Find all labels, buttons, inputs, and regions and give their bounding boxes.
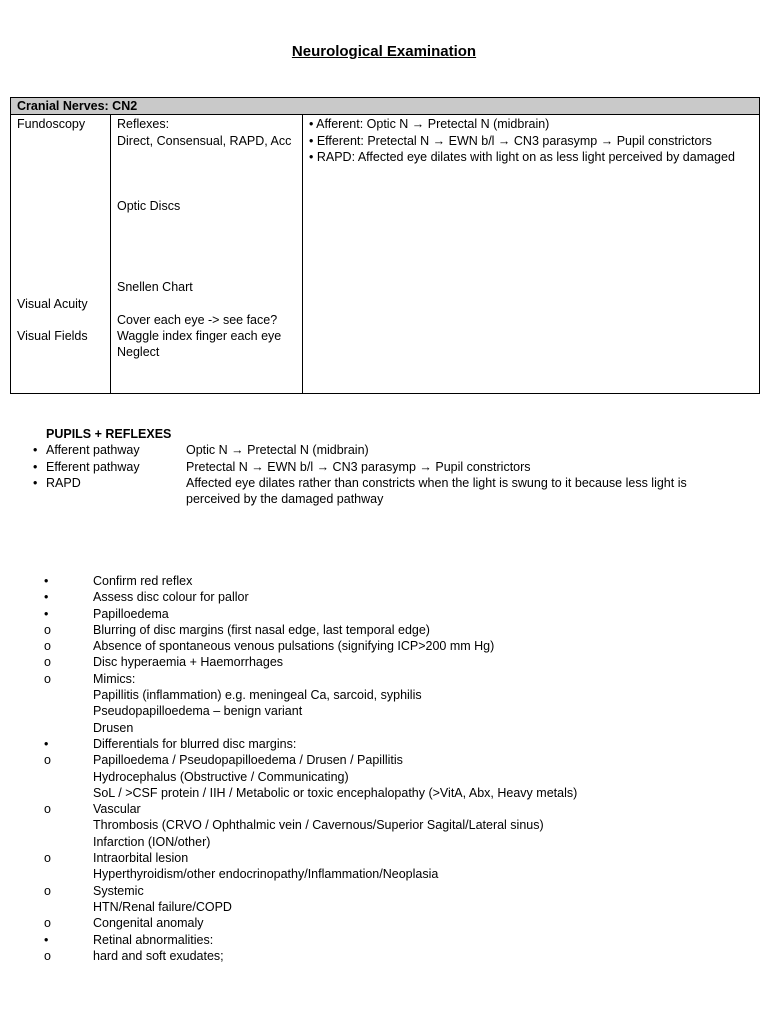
item-key: Efferent pathway xyxy=(46,459,140,474)
exam-line xyxy=(17,247,104,263)
item-text: Drusen xyxy=(93,720,134,735)
bullet-marker xyxy=(44,703,93,719)
item-key: RAPD xyxy=(46,475,81,490)
exam-line xyxy=(17,198,104,214)
list-item xyxy=(44,817,744,833)
bullet-marker xyxy=(44,899,93,915)
technique-line: Direct, Consensual, RAPD, Acc xyxy=(117,133,292,148)
exam-line xyxy=(17,165,104,181)
technique-line: Optic Discs xyxy=(117,198,181,213)
exam-line xyxy=(17,230,104,246)
item-text: Confirm red reflex xyxy=(93,574,193,588)
bullet-marker: o xyxy=(44,753,51,768)
list-item xyxy=(44,850,744,866)
item-text: HTN/Renal failure/COPD xyxy=(93,899,232,914)
bullet-marker: o xyxy=(44,851,51,866)
item-text: Retinal abnormalities: xyxy=(93,932,214,947)
bullet-marker xyxy=(44,720,93,736)
technique-line xyxy=(117,296,296,312)
list-item xyxy=(44,752,744,768)
technique-line: Neglect xyxy=(117,345,160,360)
item-text: Congenital anomaly xyxy=(93,916,204,931)
list-item xyxy=(44,622,744,638)
note-line: • RAPD: Affected eye dilates with light on as less light perceived by damaged xyxy=(309,149,735,164)
list-item xyxy=(44,671,744,687)
list-item xyxy=(44,883,744,899)
bullet-marker: • xyxy=(44,574,49,588)
list-item xyxy=(44,736,744,752)
item-key: Afferent pathway xyxy=(46,443,140,458)
list-item xyxy=(33,459,733,475)
item-text: Intraorbital lesion xyxy=(93,851,189,866)
list-item xyxy=(44,573,744,589)
list-item xyxy=(44,606,744,622)
item-text: Vascular xyxy=(93,802,141,817)
technique-line xyxy=(117,247,296,263)
technique-line: Cover each eye -> see face? xyxy=(117,312,278,327)
item-value: Optic N → Pretectal N (midbrain) xyxy=(186,443,369,458)
list-item xyxy=(44,687,744,703)
bullet-icon: • xyxy=(33,443,38,458)
note-line: • Efferent: Pretectal N → EWN b/l → CN3 parasymp → Pupil constrictors xyxy=(309,133,712,148)
list-item xyxy=(44,866,744,882)
technique-line xyxy=(117,149,296,165)
exam-line xyxy=(17,214,104,230)
bullet-marker xyxy=(44,769,93,785)
item-text: Systemic xyxy=(93,883,144,898)
technique-line: Waggle index finger each eye xyxy=(117,329,282,344)
item-text: Papilloedema xyxy=(93,606,169,621)
list-item xyxy=(33,442,733,458)
list-item xyxy=(44,638,744,654)
item-text: Hydrocephalus (Obstructive / Communicating) xyxy=(93,769,349,784)
bullet-marker: • xyxy=(44,932,49,947)
item-value: Pretectal N → EWN b/l → CN3 parasymp → Pupil constrictors xyxy=(186,459,531,474)
exam-column xyxy=(11,115,111,394)
item-text: Papillitis (inflammation) e.g. meningeal Ca, sarcoid, syphilis xyxy=(93,688,422,703)
item-text: Blurring of disc margins (first nasal edge, last temporal edge) xyxy=(93,622,430,637)
item-text: Papilloedema / Pseudopapilloedema / Drusen / Papillitis xyxy=(93,753,403,768)
bullet-marker: o xyxy=(44,655,51,670)
technique-line xyxy=(117,230,296,246)
table-header: Cranial Nerves: CN2 xyxy=(11,98,760,115)
exam-line: Fundoscopy xyxy=(17,117,86,132)
item-text: Thrombosis (CRVO / Ophthalmic vein / Cavernous/Superior Sagital/Lateral sinus) xyxy=(93,818,544,833)
exam-line xyxy=(17,133,104,149)
bullet-marker xyxy=(44,785,93,801)
technique-line: Reflexes: xyxy=(117,117,170,132)
technique-line xyxy=(117,181,296,197)
bullet-marker: • xyxy=(44,736,49,751)
bullet-marker: o xyxy=(44,671,51,686)
page-title: Neurological Examination xyxy=(291,43,477,60)
notes-column xyxy=(303,115,760,394)
bullet-marker: o xyxy=(44,916,51,931)
section-heading: PUPILS + REFLEXES xyxy=(46,427,172,441)
item-text: Differentials for blurred disc margins: xyxy=(93,736,297,751)
exam-line: Visual Fields xyxy=(17,329,88,344)
list-item xyxy=(44,654,744,670)
exam-line xyxy=(17,149,104,165)
item-value: Affected eye dilates rather than constricts when the light is swung to it because less light is perceived by the damaged pathway xyxy=(186,475,687,507)
technique-line xyxy=(117,165,296,181)
technique-line xyxy=(117,214,296,230)
bullet-marker: o xyxy=(44,883,51,898)
bullet-marker xyxy=(44,834,93,850)
item-text: hard and soft exudates; xyxy=(93,948,224,963)
exam-line: Visual Acuity xyxy=(17,296,88,311)
list-item xyxy=(44,785,744,801)
item-text: Absence of spontaneous venous pulsations (signifying ICP>200 mm Hg) xyxy=(93,639,495,654)
bullet-marker: o xyxy=(44,802,51,817)
list-item xyxy=(44,703,744,719)
technique-line: Snellen Chart xyxy=(117,280,193,295)
item-text: Assess disc colour for pallor xyxy=(93,590,249,605)
list-item xyxy=(44,769,744,785)
list-item xyxy=(44,589,744,605)
list-item xyxy=(44,915,744,931)
bullet-marker xyxy=(44,866,93,882)
list-item xyxy=(44,720,744,736)
bullet-marker: o xyxy=(44,948,51,963)
technique-column xyxy=(111,115,303,394)
exam-line xyxy=(17,263,104,279)
list-item xyxy=(33,475,733,508)
list-item xyxy=(44,932,744,948)
technique-line xyxy=(117,263,296,279)
bullet-icon: • xyxy=(33,475,38,490)
list-item xyxy=(44,948,744,964)
note-line: • Afferent: Optic N → Pretectal N (midbrain) xyxy=(309,117,550,132)
bullet-marker: o xyxy=(44,639,51,654)
bullet-marker xyxy=(44,817,93,833)
bullet-marker: • xyxy=(44,590,49,605)
item-text: SoL / >CSF protein / IIH / Metabolic or toxic encephalopathy (>VitA, Abx, Heavy metals) xyxy=(93,785,578,800)
item-text: Pseudopapilloedema – benign variant xyxy=(93,704,303,719)
exam-line xyxy=(17,181,104,197)
exam-line xyxy=(17,312,104,328)
item-text: Hyperthyroidism/other endocrinopathy/Inflammation/Neoplasia xyxy=(93,867,439,882)
item-text: Mimics: xyxy=(93,671,136,686)
item-text: Disc hyperaemia + Haemorrhages xyxy=(93,655,284,670)
bullet-icon: • xyxy=(33,459,38,474)
item-text: Infarction (ION/other) xyxy=(93,834,211,849)
exam-line xyxy=(17,279,104,295)
cranial-nerves-table xyxy=(10,97,760,394)
list-item xyxy=(44,899,744,915)
fundoscopy-notes-list xyxy=(44,573,744,964)
bullet-marker xyxy=(44,687,93,703)
pupils-reflexes-section xyxy=(33,426,733,507)
list-item xyxy=(44,834,744,850)
bullet-marker: o xyxy=(44,622,51,637)
list-item xyxy=(44,801,744,817)
bullet-marker: • xyxy=(44,606,49,621)
